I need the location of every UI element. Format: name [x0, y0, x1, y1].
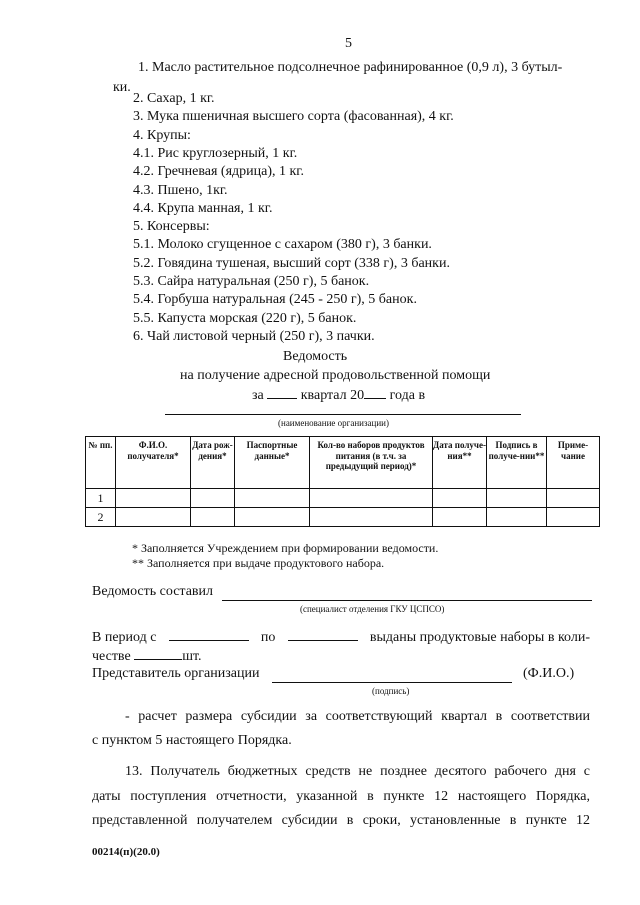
- table-cell: [310, 489, 433, 508]
- footnote: * Заполняется Учреждением при формировании ведомости.: [132, 541, 439, 555]
- row-number-cell: 2: [86, 508, 116, 527]
- list-item: 4.1. Рис круглозерный, 1 кг.: [133, 145, 298, 161]
- list-item-continuation: ки.: [113, 80, 131, 95]
- list-item: 4.3. Пшено, 1кг.: [133, 182, 228, 198]
- list-item: 5.3. Сайра натуральная (250 г), 5 банок.: [133, 274, 370, 289]
- table-cell: [547, 489, 600, 508]
- footnote: ** Заполняется при выдаче продуктового набора.: [132, 556, 385, 570]
- list-item: 1. Масло растительное подсолнечное рафинированное (0,9 л), 3 бутыл-: [138, 60, 563, 75]
- table-cell: [116, 508, 191, 527]
- column-header: Дата получе-ния**: [433, 437, 487, 489]
- column-header: Ф.И.О. получателя*: [116, 437, 191, 489]
- list-item: 2. Сахар, 1 кг.: [133, 91, 215, 106]
- subsidy-line: - расчет размера субсидии за соответствующий квартал в соответствии: [125, 709, 590, 724]
- compiled-by-label: Ведомость составил: [92, 584, 214, 599]
- paragraph-13-line: представленной получателем субсидии в сроки, установленные в пункте 12: [92, 813, 590, 828]
- statement-subtitle: на получение адресной продовольственной помощи: [180, 368, 491, 383]
- list-item: 3. Мука пшеничная высшего сорта (фасованная), 4 кг.: [133, 109, 454, 125]
- table-cell: [433, 489, 487, 508]
- compiled-by-caption: (специалист отделения ГКУ ЦСПСО): [300, 604, 445, 614]
- signature-caption: (подпись): [372, 686, 410, 696]
- paragraph-13-line: даты поступления отчетности, указанной в пункте 12 настоящего Порядка,: [92, 789, 590, 804]
- table-cell: [487, 489, 547, 508]
- table-cell: [433, 508, 487, 527]
- period-end-blank: [288, 628, 358, 641]
- fio-label: (Ф.И.О.): [523, 666, 575, 681]
- statement-table: [85, 436, 600, 527]
- column-header: Паспортные данные*: [235, 437, 310, 489]
- table-cell: [191, 508, 235, 527]
- table-header-row: [86, 437, 600, 489]
- table-cell: [116, 489, 191, 508]
- year-blank: [364, 386, 386, 399]
- subsidy-line: с пунктом 5 настоящего Порядка.: [92, 733, 292, 748]
- quantity-line: честве шт.: [92, 649, 202, 664]
- list-item: 4.2. Гречневая (ядрица), 1 кг.: [133, 164, 304, 180]
- column-header: № пп.: [86, 437, 116, 489]
- table-row: [86, 489, 600, 508]
- statement-period: за квартал 20 года в: [252, 388, 426, 403]
- table-cell: [191, 489, 235, 508]
- table-cell: [547, 508, 600, 527]
- list-item: 5.2. Говядина тушеная, высший сорт (338 г), 3 банки.: [133, 255, 450, 271]
- page-number: 5: [345, 36, 352, 51]
- statement-title: Ведомость: [283, 349, 348, 364]
- list-item: 4. Крупы:: [133, 127, 191, 143]
- column-header: Приме-чание: [547, 437, 600, 489]
- quantity-blank: [134, 647, 182, 660]
- table-cell: [235, 508, 310, 527]
- list-item: 5. Консервы:: [133, 219, 210, 235]
- column-header: Кол-во наборов продуктов питания (в т.ч. за предыдущий период)*: [310, 437, 433, 489]
- quarter-blank: [267, 386, 297, 399]
- list-item: 5.4. Горбуша натуральная (245 - 250 г), 5 банок.: [133, 292, 417, 308]
- organization-line: [165, 414, 521, 415]
- list-item: 5.5. Капуста морская (220 г), 5 банок.: [133, 310, 357, 326]
- table-row: [86, 508, 600, 527]
- representative-label: Представитель организации: [92, 666, 260, 681]
- document-code: 00214(п)(20.0): [92, 846, 160, 858]
- list-item: 5.1. Молоко сгущенное с сахаром (380 г), 3 банки.: [133, 237, 432, 253]
- organization-caption: (наименование организации): [278, 418, 389, 428]
- table-cell: [487, 508, 547, 527]
- table-cell: [235, 489, 310, 508]
- period-start-blank: [169, 628, 249, 641]
- column-header: Дата рож-дения*: [191, 437, 235, 489]
- list-item: 4.4. Крупа манная, 1 кг.: [133, 200, 273, 216]
- issued-period-line: В период с по выданы продуктовые наборы в коли-: [92, 630, 590, 645]
- compiled-by-line: [222, 600, 592, 601]
- list-item: 6. Чай листовой черный (250 г), 3 пачки.: [133, 328, 375, 344]
- signature-line: [272, 682, 512, 683]
- column-header: Подпись в получе-нии**: [487, 437, 547, 489]
- table-cell: [310, 508, 433, 527]
- paragraph-13-line: 13. Получатель бюджетных средств не позднее десятого рабочего дня с: [125, 764, 590, 779]
- row-number-cell: 1: [86, 489, 116, 508]
